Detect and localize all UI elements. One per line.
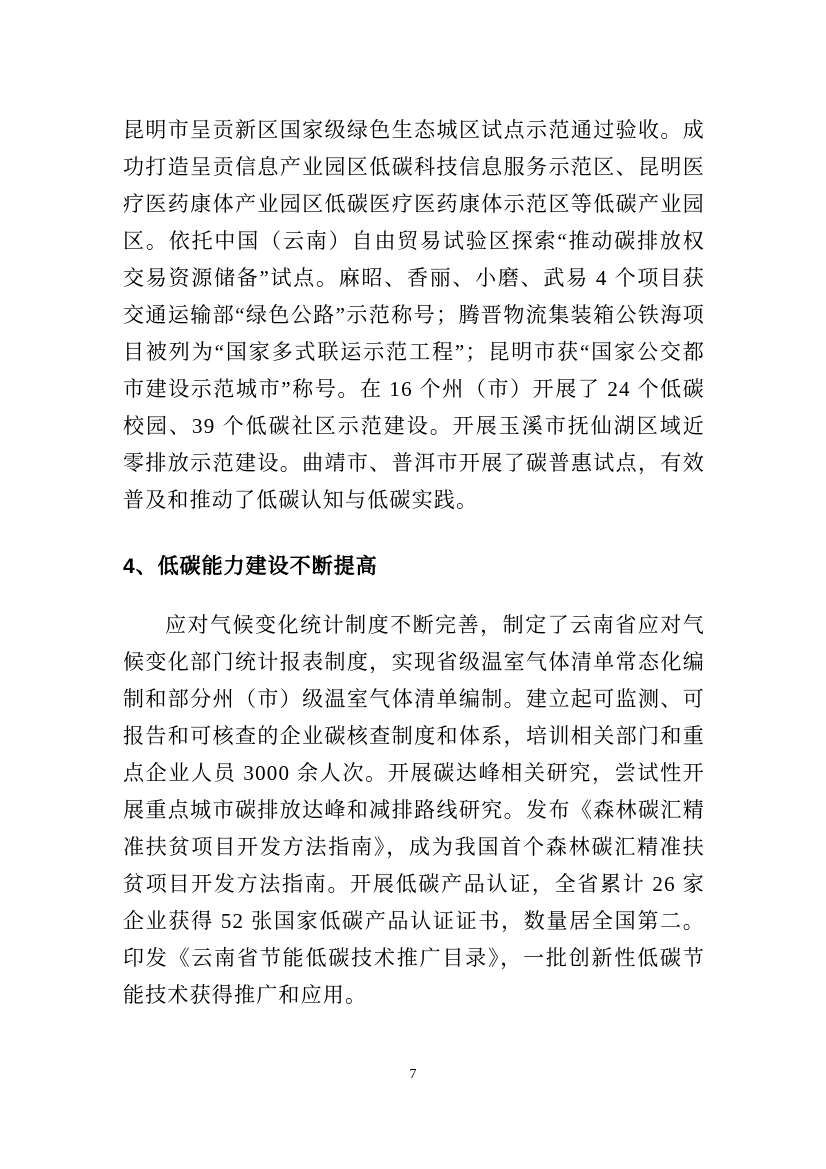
paragraph-achievements-continued: 昆明市呈贡新区国家级绿色生态城区试点示范通过验收。成功打造呈贡信息产业园区低碳科技信息服务示范区、昆明医疗医药康体产业园区低碳医疗医药康体示范区等低碳产业园区。依托中国（云南）自由贸易试验区探索“推动碳排放权交易资源储备”试点。麻昭、香丽、小磨、武易 4 个项目获交通运输部“绿色公路”示范称号；腾晋物流集装箱公铁海项目被列为“国家多式联运示范工程”；昆明市获“国家公交都市建设示范城市”称号。在 16 个州（市）开展了 24 个低碳校园、39 个低碳社区示范建设。开展玉溪市抚仙湖区域近零排放示范建设。曲靖市、普洱市开展了碳普惠试点，有效普及和推动了低碳认知与低碳实践。 xyxy=(123,118,705,512)
page-number: 7 xyxy=(409,1067,417,1082)
paragraph-capacity-building: 应对气候变化统计制度不断完善，制定了云南省应对气候变化部门统计报表制度，实现省级温室气体清单常态化编制和部分州（市）级温室气体清单编制。建立起可监测、可报告和可核查的企业碳核查制度和体系，培训相关部门和重点企业人员 3000 余人次。开展碳达峰相关研究，尝试性开展重点城市碳排放达峰和减排路线研究。发布《森林碳汇精准扶贫项目开发方法指南》，成为我国首个森林碳汇精准扶贫项目开发方法指南。开展低碳产品认证，全省累计 26 家企业获得 52 张国家低碳产品认证证书，数量居全国第二。印发《云南省节能低碳技术推广目录》，一批创新性低碳节能技术获得推广和应用。 xyxy=(123,613,705,1007)
section-heading: 4、低碳能力建设不断提高 xyxy=(123,555,378,578)
page-content xyxy=(123,112,705,1014)
